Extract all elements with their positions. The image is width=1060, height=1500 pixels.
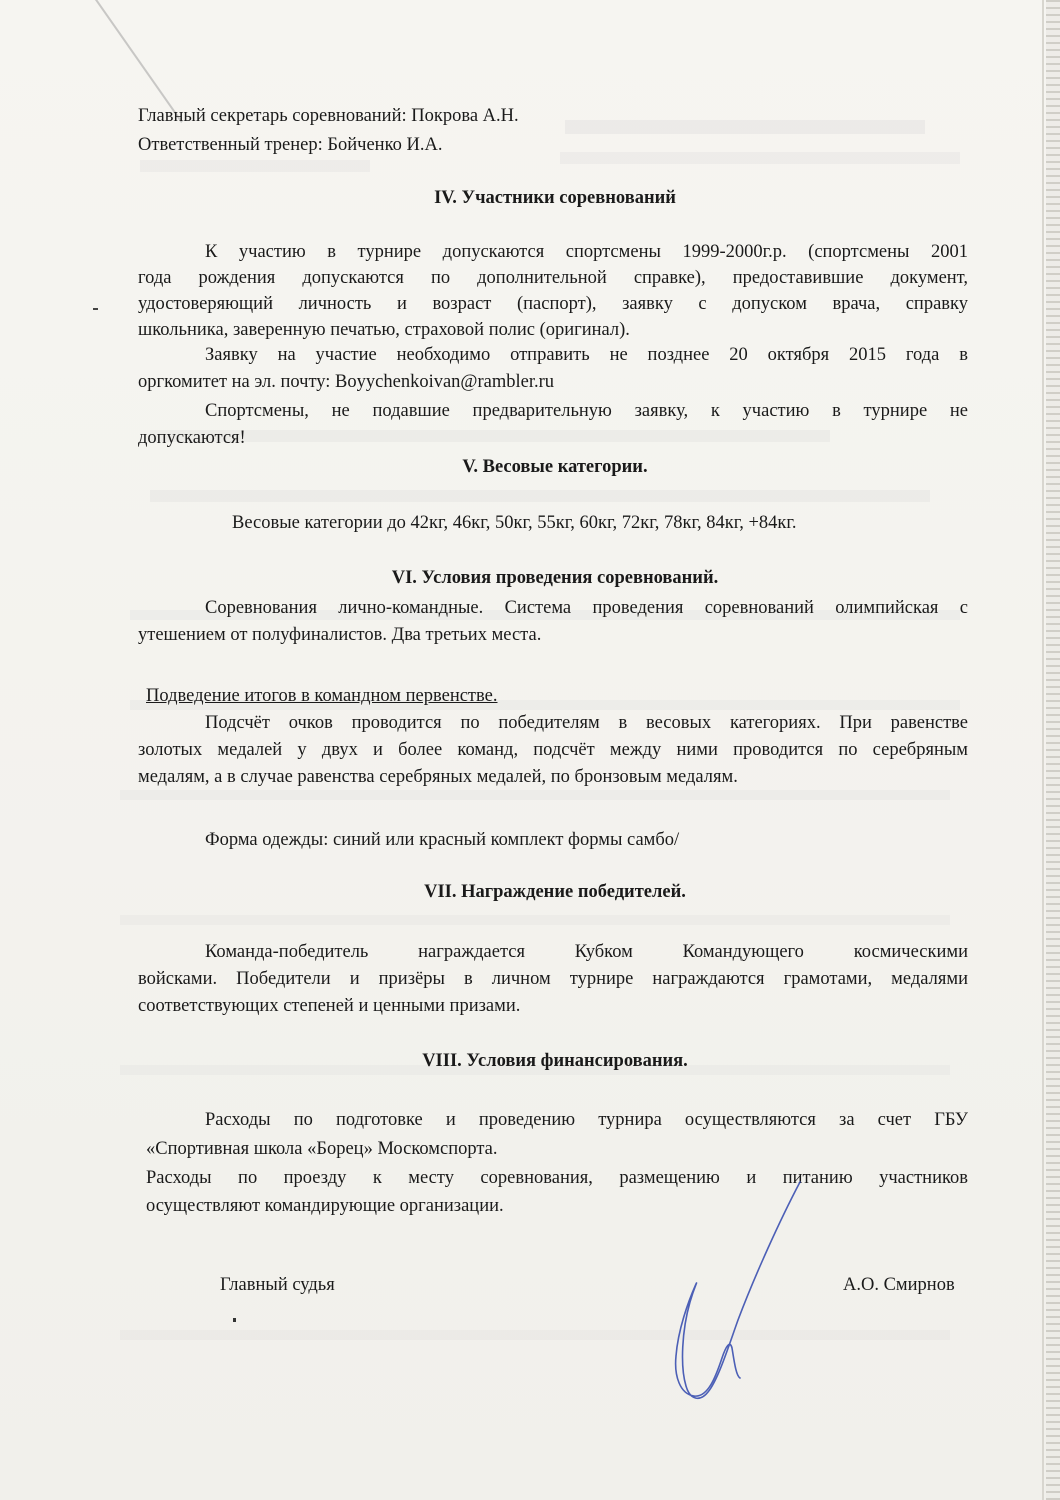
sec7-para-line1: Команда-победитель награждается Кубком Командующего космическими <box>205 942 968 962</box>
sec6-para1-line1: Соревнования лично-командные. Система проведения соревнований олимпийская с <box>205 598 968 618</box>
section-8-title: VIII. Условия финансирования. <box>422 1051 688 1071</box>
sec4-para1-line4: школьника, заверенную печатью, страховой полис (оригинал). <box>138 320 630 340</box>
chief-secretary-line: Главный секретарь соревнований: Покрова А.Н. <box>138 106 519 126</box>
scan-edge <box>1046 0 1060 1500</box>
ink-speck-2 <box>93 308 98 310</box>
sec6-para2-line1: Подсчёт очков проводится по победителям в весовых категориях. При равенстве <box>205 713 968 733</box>
sec8-para2-line1: Расходы по проезду к месту соревнования, размещению и питанию участников <box>146 1168 968 1188</box>
section-7-title: VII. Награждение победителей. <box>424 882 686 902</box>
sec6-para1-line2: утешением от полуфиналистов. Два третьих места. <box>138 625 542 645</box>
section-4-title: IV. Участники соревнований <box>434 188 676 208</box>
section-5-title: V. Весовые категории. <box>462 457 648 477</box>
sec4-para3-line1: Спортсмены, не подавшие предварительную заявку, к участию в турнире не <box>205 401 968 421</box>
sec7-para-line2: войсками. Победители и призёры в личном турнире награждаются грамотами, медалями <box>138 969 968 989</box>
sec4-para1-line3: удостоверяющий личность и возраст (паспорт), заявку с допуском врача, справку <box>138 294 968 314</box>
sec6-para2-line2: золотых медалей у двух и более команд, подсчёт между ними проводится по серебряным <box>138 740 968 760</box>
chief-judge-label: Главный судья <box>220 1275 335 1295</box>
weight-categories-text: Весовые категории до 42кг, 46кг, 50кг, 55кг, 60кг, 72кг, 78кг, 84кг, +84кг. <box>232 513 797 533</box>
scan-edge-line <box>1042 0 1044 1500</box>
sec8-para2-line2: осуществляют командирующие организации. <box>146 1196 504 1216</box>
sec6-para2-line3: медалям, а в случае равенства серебряных медалей, по бронзовым медалям. <box>138 767 738 787</box>
ink-speck <box>233 1318 236 1322</box>
sec8-para1-line2: «Спортивная школа «Борец» Москомспорта. <box>146 1139 498 1159</box>
responsible-coach-line: Ответственный тренер: Бойченко И.А. <box>138 135 443 155</box>
chief-judge-name: А.О. Смирнов <box>843 1275 955 1295</box>
sec7-para-line3: соответствующих степеней и ценными призами. <box>138 996 521 1016</box>
sec8-para1-line1: Расходы по подготовке и проведению турнира осуществляются за счет ГБУ <box>205 1110 968 1130</box>
sec4-para2-line2: оргкомитет на эл. почту: Boyychenkoivan@rambler.ru <box>138 372 554 392</box>
sec4-para2-line1: Заявку на участие необходимо отправить не позднее 20 октября 2015 года в <box>205 345 968 365</box>
handwritten-signature-icon <box>660 1180 820 1410</box>
sec4-para1-line2: года рождения допускаются по дополнительной справке), предоставившие документ, <box>138 268 968 288</box>
uniform-text: Форма одежды: синий или красный комплект формы самбо/ <box>205 830 680 850</box>
section-6-title: VI. Условия проведения соревнований. <box>391 568 719 588</box>
sec4-para3-line2: допускаются! <box>138 428 246 448</box>
sec4-para1-line1: К участию в турнире допускаются спортсмены 1999-2000г.р. (спортсмены 2001 <box>205 242 968 262</box>
team-scoring-heading: Подведение итогов в командном первенстве. <box>146 686 498 706</box>
